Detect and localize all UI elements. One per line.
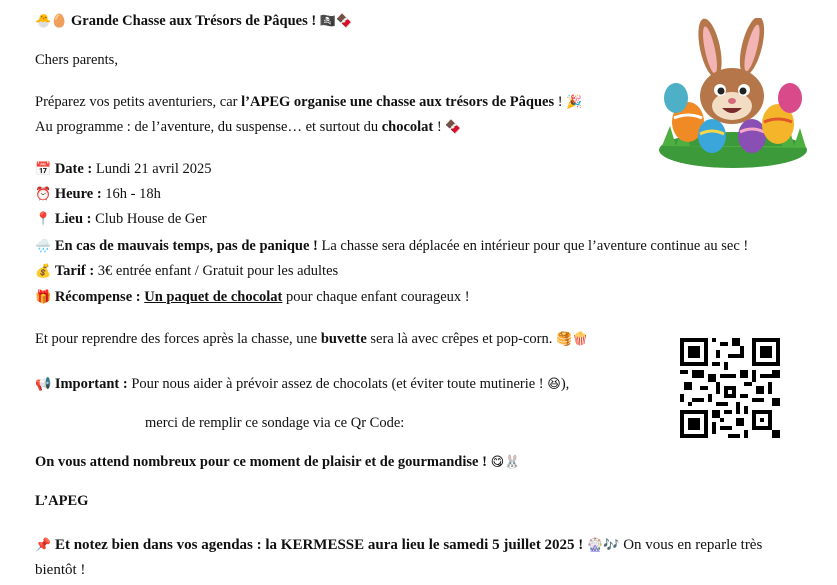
detail-value: Lundi 21 avril 2025 (92, 161, 212, 177)
buvette-line (35, 329, 588, 350)
detail-value: 16h - 18h (101, 186, 161, 202)
pin-icon: 📍 (35, 212, 52, 227)
chocolate-bold: chocolat (381, 119, 434, 135)
buvette-bold: buvette (320, 331, 367, 347)
detail-value: 3€ entrée enfant / Gratuit pour les adultes (94, 263, 339, 279)
kermesse-paragraph (35, 533, 805, 582)
money-bag-icon: 💰 (35, 264, 52, 279)
important-line (35, 374, 569, 395)
buvette-text-2: sera là avec crêpes et pop-corn. (366, 331, 556, 347)
intro-punct: ! (554, 94, 567, 110)
detail-label: Heure : (54, 186, 102, 202)
pushpin-icon: 📌 (35, 538, 52, 553)
intro-line-2 (35, 117, 462, 138)
detail-value: Club House de Ger (91, 211, 207, 227)
ferris-wheel-music-icon: 🎡🎶 (587, 538, 620, 553)
detail-date (35, 159, 211, 180)
signature-text: L’APEG (35, 493, 89, 509)
calendar-icon: 📅 (35, 162, 52, 177)
detail-time (35, 184, 161, 205)
closing-text: On vous attend nombreux pour ce moment de plaisir et de gourmandise ! (35, 454, 491, 470)
survey-line: merci de remplir ce sondage via ce Qr Code: (145, 415, 405, 431)
detail-place (35, 209, 207, 230)
detail-label: Lieu : (54, 211, 92, 227)
detail-label: Récompense : (54, 289, 141, 305)
qr-code[interactable] (680, 338, 780, 438)
pancake-popcorn-icon: 🥞🍿 (555, 332, 589, 347)
alarm-clock-icon: ⏰ (35, 187, 52, 202)
gift-icon: 🎁 (35, 290, 52, 305)
detail-label: Tarif : (54, 263, 95, 279)
intro-text: Préparez vos petits aventuriers, car (35, 94, 242, 110)
kermesse-bold: Et notez bien dans vos agendas : la KERMESSE aura lieu le samedi 5 juillet 2025 ! (51, 537, 588, 553)
detail-price (35, 261, 338, 282)
chocolate-icon: 🍫 (445, 120, 462, 135)
important-text: Pour nous aider à prévoir assez de chocolats (et éviter toute mutinerie ! (127, 376, 548, 392)
party-icon: 🎉 (566, 95, 583, 110)
detail-label: En cas de mauvais temps, pas de panique ! (54, 238, 318, 254)
intro-line-1 (35, 92, 582, 113)
buvette-text: Et pour reprendre des forces après la chasse, une (35, 331, 321, 347)
intro-punct-2: ! (433, 119, 446, 135)
megaphone-icon: 📢 (35, 377, 52, 392)
signature (35, 491, 88, 511)
title-text: Grande Chasse aux Trésors de Pâques ! (71, 13, 317, 29)
greeting: Chers parents, (35, 52, 118, 68)
intro-text-2: Au programme : de l’aventure, du suspense… et surtout du (35, 119, 382, 135)
detail-weather (35, 236, 748, 257)
detail-value: pour chaque enfant courageux ! (282, 289, 470, 305)
detail-label: Date : (54, 161, 93, 177)
pirate-flag-chocolate-emoji-icon: 🏴‍☠️🍫 (319, 14, 353, 29)
chick-egg-emoji-icon: 🐣🥚 (35, 14, 68, 29)
easter-bunny-illustration (652, 18, 814, 168)
flyer-title (35, 11, 352, 32)
closing-line (35, 452, 520, 473)
kermesse-rest: On vous en reparle très bientôt ! (35, 537, 763, 578)
yum-bunny-icon: 😋🐰 (490, 455, 521, 470)
laughing-icon: 😆 (547, 377, 561, 392)
intro-bold: l’APEG organise une chasse aux trésors de Pâques (241, 94, 555, 110)
detail-reward (35, 287, 470, 308)
rain-cloud-icon: 🌧️ (35, 239, 52, 254)
important-label: Important : (54, 376, 128, 392)
important-end: ), (560, 376, 570, 392)
reward-underlined: Un paquet de chocolat (144, 289, 283, 305)
detail-value: La chasse sera déplacée en intérieur pour que l’aventure continue au sec ! (317, 238, 749, 254)
